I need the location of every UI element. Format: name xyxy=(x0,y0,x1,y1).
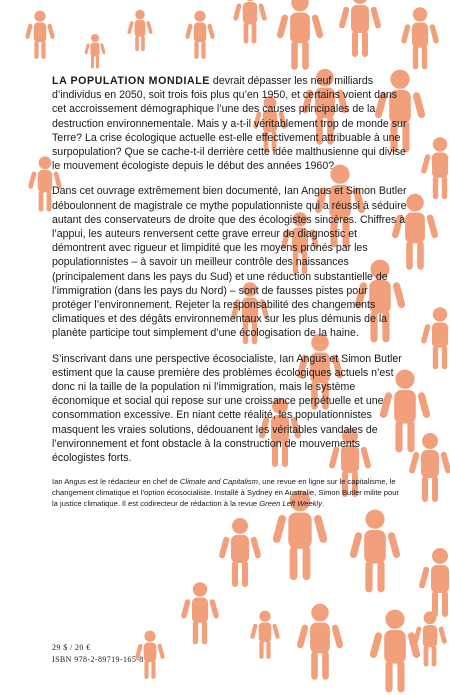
person-figure xyxy=(218,518,261,587)
price: 29 $ / 20 € xyxy=(52,643,91,652)
bio-text-2: , une revue en ligne sur le capitalisme, le changement climatique et l’option écosocialiste. Installé à Sydney en Australie, Simon Butler milite pour la justice climatique. Il est codirecteur de rédaction à la revue xyxy=(52,477,399,509)
intro-paragraph xyxy=(52,74,408,173)
person-figure xyxy=(181,582,220,644)
person-figure xyxy=(408,433,450,502)
person-figure xyxy=(25,11,55,59)
back-cover-text xyxy=(52,74,408,517)
person-figure xyxy=(418,548,450,617)
person-figure xyxy=(349,510,401,593)
bio-title-2: Green Left Weekly xyxy=(259,499,322,509)
summary-paragraph: Dans cet ouvrage extrêmement bien documenté, Ian Angus et Simon Butler déboulonnent de magistrale ce mythe populationniste qui a réussi à séduire autant des conservateurs de droite que des écologistes sincères. Chiffres à l’appui, les auteurs renversent cette grave erreur de diagnostic et démontrent avec rigueur et limpidité que les moyens prônés par les populationnistes – à savoir un meilleur contrôle des naissances (principalement dans les pays du Sud) et une réduction substantielle de l’immigration (dans les pays du Nord) – sont de fausses pistes pour protéger l’environnement. Rejeter la responsabilité des changements climatiques et des dégâts environnementaux sur les plus démunis de la planète participe tout simplement d’une écologisation de la haine. xyxy=(52,185,407,340)
price-block xyxy=(52,642,144,666)
person-figure xyxy=(401,7,440,69)
person-figure xyxy=(127,10,153,51)
person-figure xyxy=(369,610,421,693)
person-figure xyxy=(413,611,448,666)
bio-title-1: Climate and Capitalism xyxy=(179,477,258,487)
person-figure xyxy=(296,604,344,680)
intro-text: devrait dépasser les neuf milliards d’individus en 2050, soit trois fois plus qu’en 1950, et certains voient dans cet accroissement démographique l’une des causes principales de la destruction environnementale. Mais y a-t-il véritablement trop de monde sur Terre? La crise écologique actuelle est-elle effectivement attribuable à une surpopulation? Que se cache-t-il derrière cette idée malthusienne qui divise le mouvement écologiste depuis le début des années 1960? xyxy=(52,75,407,173)
person-figure xyxy=(233,0,268,44)
lead-heading: LA POPULATION MONDIALE xyxy=(52,75,210,87)
thesis-paragraph: S’inscrivant dans une perspective écosocialiste, Ian Angus et Simon Butler estiment que la cause première des problèmes écologiques actuels n’est donc ni la taille de la population ni l’immigration, mais le système économique et social qui repose sur une croissance perpétuelle et une consommation excessive. En niant cette réalité, les populationnistes masquent les vraies solutions, dédouanent les véritables vandales de l’environnement et font obstacle à la construction de mouvements écologistes forts. xyxy=(52,352,402,465)
person-figure xyxy=(84,34,106,69)
person-figure xyxy=(185,11,215,59)
bio-text-3: . xyxy=(322,499,325,509)
isbn: ISBN 978-2-89719-165-8 xyxy=(52,655,144,664)
person-figure xyxy=(338,0,381,57)
bio-text-1: Ian Angus est le rédacteur en chef de xyxy=(52,477,180,487)
person-figure xyxy=(276,0,324,70)
person-figure xyxy=(421,307,450,369)
author-bio xyxy=(52,476,402,509)
person-figure xyxy=(421,137,450,199)
person-figure xyxy=(250,611,280,659)
